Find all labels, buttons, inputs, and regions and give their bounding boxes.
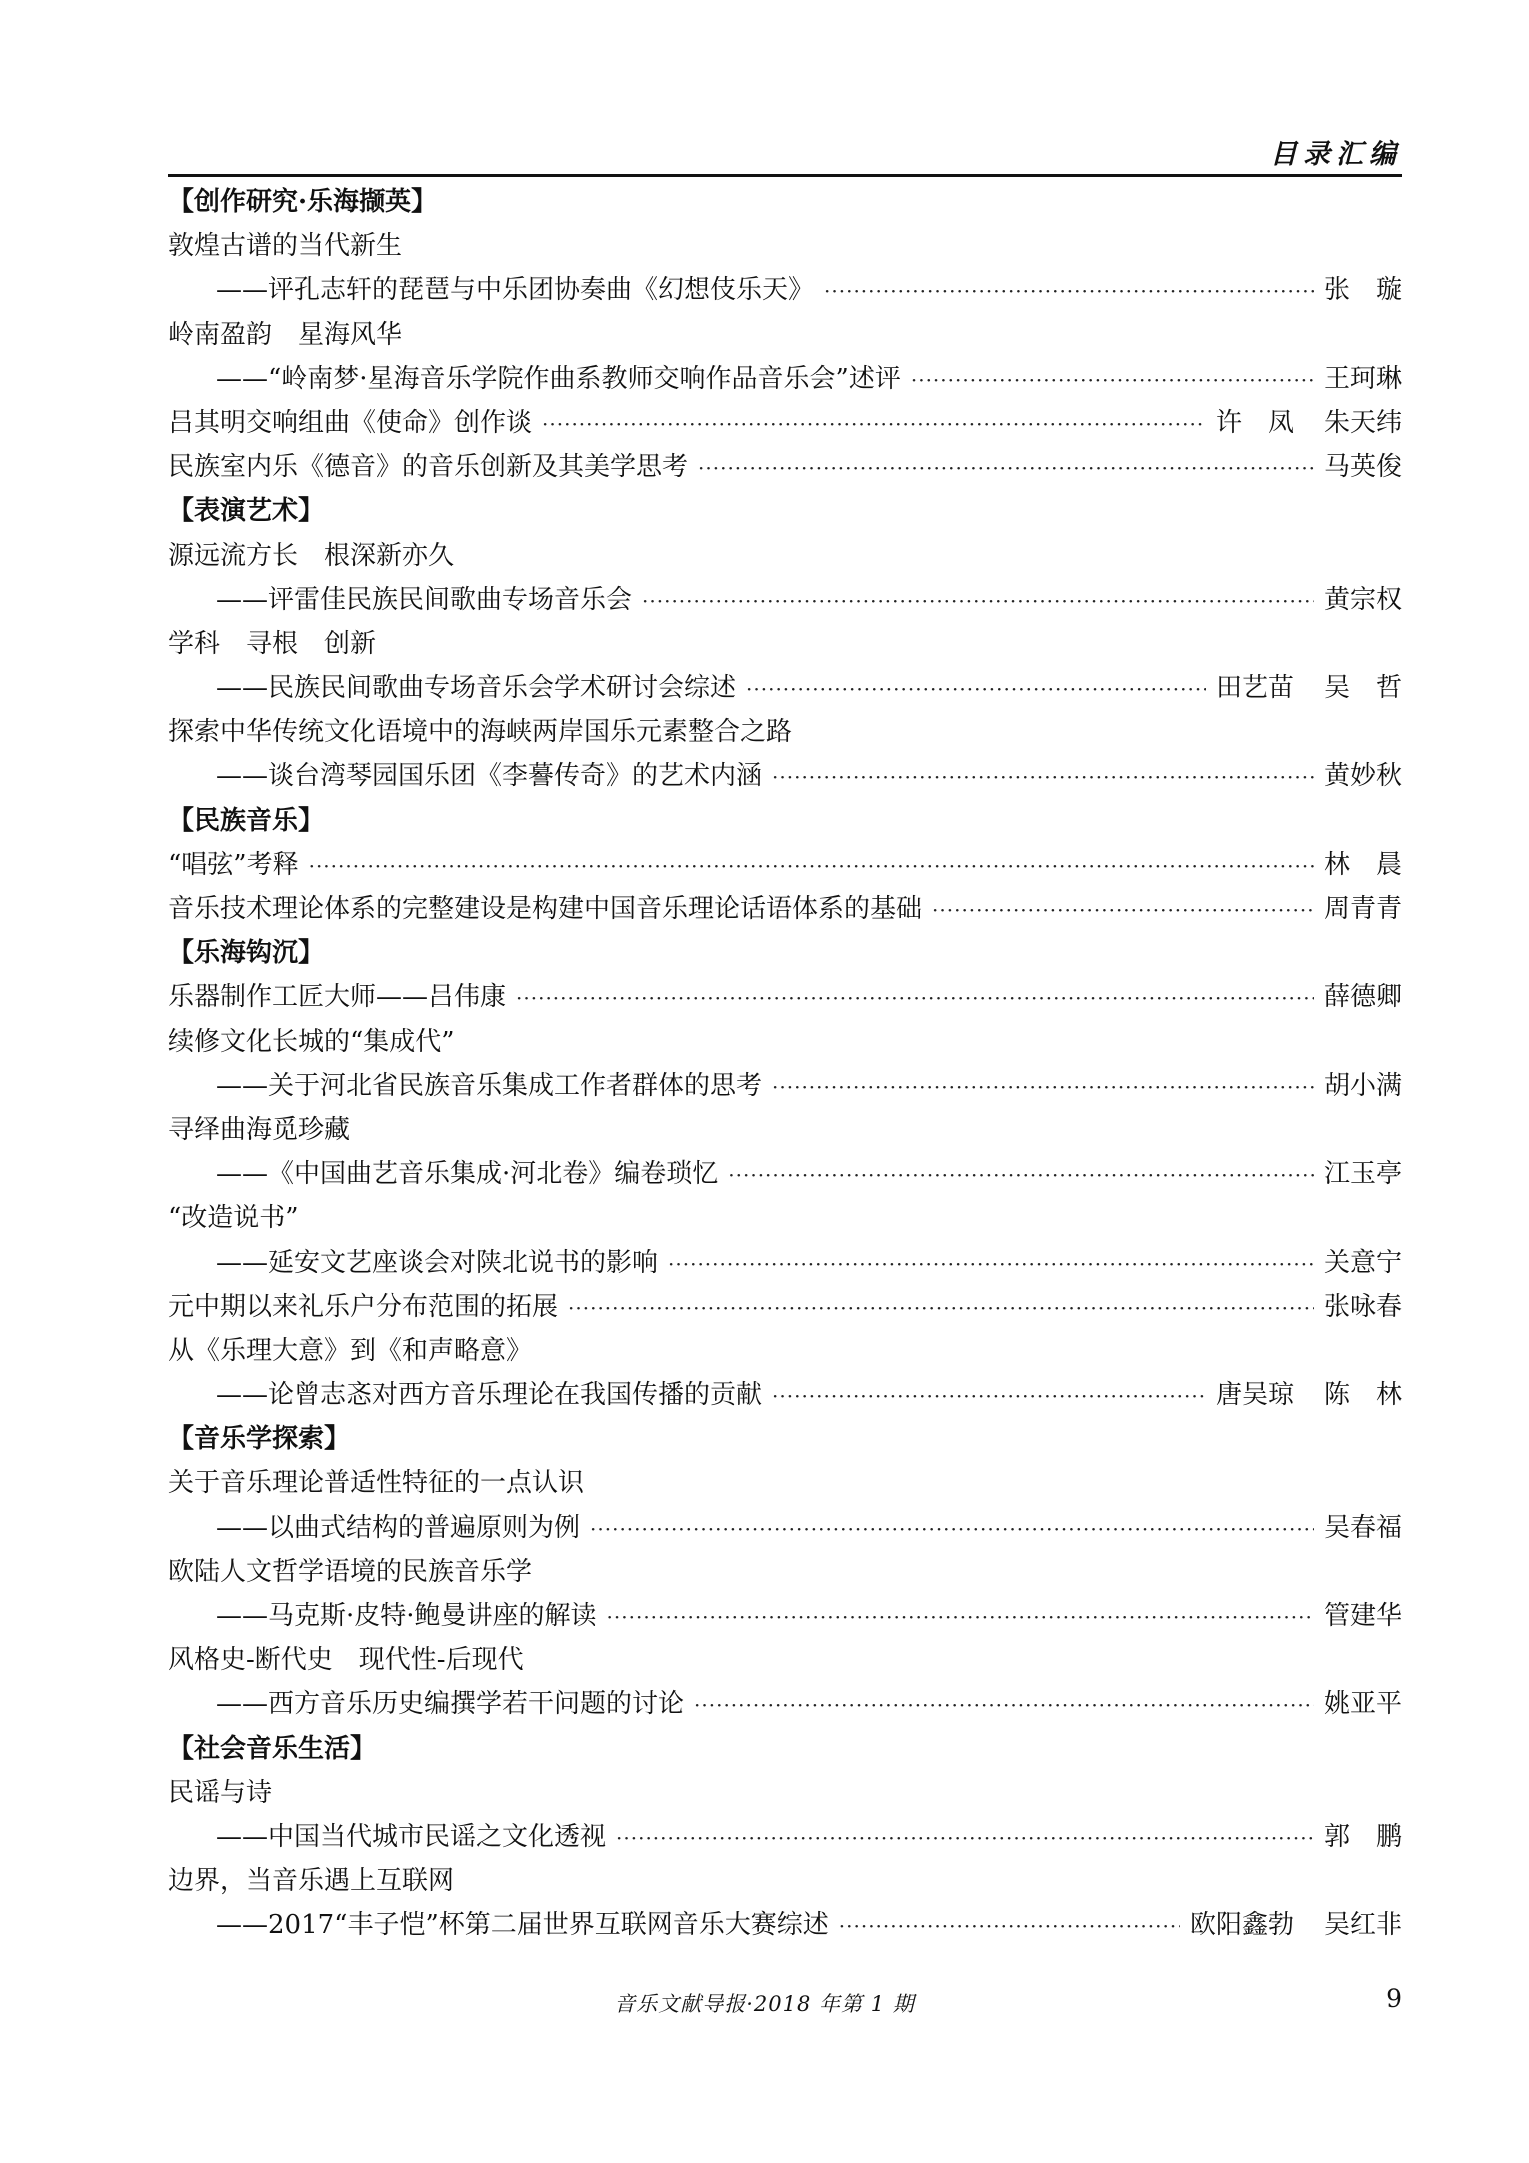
toc-authors [1324,1064,1402,1108]
toc-authors [1324,887,1402,931]
toc-author: 关意宁 [1323,1247,1402,1278]
toc-entry-line [168,268,1402,312]
toc-entry [168,666,1402,710]
toc-entry-subtitle: ——中国当代城市民谣之文化透视 [216,1821,607,1852]
toc-entry-subtitle: ——以曲式结构的普遍原则为例 [216,1512,581,1543]
toc-section-heading: 【表演艺术】 [168,496,325,527]
toc-entry-line [168,445,1402,489]
toc-entry-subtitle: ——“岭南梦·星海音乐学院作曲系教师交响作品音乐会”述评 [216,363,901,394]
toc-entry-line [168,357,1402,401]
toc-entry [168,268,1402,312]
toc-entry-subtitle: ——2017“丰子恺”杯第二届世界互联网音乐大赛综述 [216,1910,829,1941]
toc-leader-dots [616,1816,1314,1860]
toc-entry [168,975,1402,1019]
toc-entry-line [168,1903,1402,1947]
toc-author: 吴 哲 [1323,673,1402,704]
toc-entry-line [168,975,1402,1019]
toc-entry [168,1903,1402,1947]
toc-entry [168,843,1402,887]
toc-entry-line [168,1285,1402,1329]
toc-leader-dots [542,402,1206,446]
toc-section-heading: 【民族音乐】 [168,805,325,836]
footer-journal: 音乐文献导报·2018 年第 1 期 [614,1992,915,2016]
toc-entry-line [168,1815,1402,1859]
toc-entry-title: 乐器制作工匠大师——吕伟康 [168,982,507,1013]
toc-author: 黄宗权 [1323,584,1402,615]
toc-entry [168,1594,1402,1638]
toc-leader-dots [698,446,1314,490]
toc-section-heading: 【创作研究·乐海撷英】 [168,187,438,217]
toc-article-title: 源远流方长 根深新亦久 [168,540,455,571]
toc-author: 王珂琳 [1323,363,1402,394]
toc-article-title: 探索中华传统文化语境中的海峡两岸国乐元素整合之路 [168,717,793,748]
toc-author: 薛德卿 [1323,982,1402,1013]
toc-entry-subtitle: ——马克斯·皮特·鲍曼讲座的解读 [216,1601,597,1631]
toc-article-title: 关于音乐理论普适性特征的一点认识 [168,1468,585,1499]
toc-article-title: 欧陆人文哲学语境的民族音乐学 [168,1556,533,1587]
toc-authors [1216,666,1402,710]
toc-entry [168,1064,1402,1108]
toc-authors [1324,1815,1402,1859]
toc-authors [1324,445,1402,489]
table-of-contents [168,180,1402,1948]
toc-entry-subtitle: ——《中国曲艺音乐集成·河北卷》编卷琐忆 [216,1159,719,1190]
toc-author: 陈 林 [1323,1380,1402,1411]
toc-entry [168,1152,1402,1196]
toc-entry-line [168,1594,1402,1638]
toc-authors [1324,1506,1402,1550]
toc-leader-dots [932,888,1314,932]
toc-entry-line [168,1506,1402,1550]
toc-article-title: 从《乐理大意》到《和声略意》 [168,1335,533,1366]
toc-leader-dots [694,1683,1314,1727]
toc-article-title: 敦煌古谱的当代新生 [168,231,403,262]
toc-article-title: “改造说书” [168,1203,299,1234]
toc-entry-line [168,1241,1402,1285]
toc-article-title: 学科 寻根 创新 [168,628,377,659]
toc-leader-dots [590,1507,1314,1551]
toc-section-heading: 【音乐学探索】 [168,1424,351,1455]
toc-entry-subtitle: ——论曾志忞对西方音乐理论在我国传播的贡献 [216,1380,763,1411]
toc-entry-subtitle: ——民族民间歌曲专场音乐会学术研讨会综述 [216,673,737,704]
toc-author: 田艺苗 [1215,673,1294,704]
toc-leader-dots [772,1374,1206,1418]
toc-leader-dots [607,1595,1314,1639]
toc-author: 江玉亭 [1323,1159,1402,1190]
toc-leader-dots [516,976,1314,1020]
toc-entry-line [168,578,1402,622]
toc-leader-dots [911,358,1314,402]
toc-leader-dots [839,1904,1180,1948]
toc-author: 许 凤 [1215,407,1294,438]
toc-authors [1324,1594,1402,1638]
toc-leader-dots [772,1065,1314,1109]
toc-entry-title: 吕其明交响组曲《使命》创作谈 [168,407,533,438]
toc-authors [1324,1152,1402,1196]
toc-author: 唐吴琼 [1215,1380,1294,1411]
toc-author: 吴春福 [1323,1512,1402,1543]
toc-leader-dots [668,1242,1314,1286]
toc-entry-subtitle: ——谈台湾琴园国乐团《李謩传奇》的艺术内涵 [216,761,763,792]
toc-author: 朱天纬 [1323,407,1402,438]
toc-entry [168,1241,1402,1285]
toc-authors [1324,843,1402,887]
toc-entry [168,887,1402,931]
toc-leader-dots [309,844,1314,888]
running-header-title: 目录汇编 [1270,139,1402,170]
toc-author: 姚亚平 [1323,1689,1402,1720]
toc-entry-subtitle: ——评雷佳民族民间歌曲专场音乐会 [216,584,633,615]
toc-author: 管建华 [1323,1601,1402,1631]
toc-leader-dots [772,755,1314,799]
toc-author: 吴红非 [1323,1910,1402,1941]
toc-article-title: 边界，当音乐遇上互联网 [168,1866,455,1897]
toc-author: 胡小满 [1323,1070,1402,1101]
toc-entry [168,754,1402,798]
toc-entry-subtitle: ——关于河北省民族音乐集成工作者群体的思考 [216,1070,763,1101]
toc-entry [168,357,1402,401]
toc-author: 周青青 [1323,894,1402,924]
toc-entry-line [168,401,1402,445]
toc-author: 张 璇 [1323,275,1402,306]
toc-entry [168,578,1402,622]
toc-author: 张咏春 [1323,1291,1402,1322]
toc-entry-line [168,754,1402,798]
toc-entry-title: 音乐技术理论体系的完整建设是构建中国音乐理论话语体系的基础 [168,894,923,924]
toc-entry-title: 元中期以来礼乐户分布范围的拓展 [168,1291,559,1322]
toc-entry-line [168,1064,1402,1108]
toc-entry [168,1373,1402,1417]
toc-authors [1190,1903,1402,1947]
toc-authors [1324,268,1402,312]
toc-entry [168,1815,1402,1859]
toc-entry-subtitle: ——西方音乐历史编撰学若干问题的讨论 [216,1689,685,1720]
toc-entry-line [168,1373,1402,1417]
toc-entry-title: 民族室内乐《德音》的音乐创新及其美学思考 [168,452,689,483]
toc-entry [168,1506,1402,1550]
toc-authors [1324,578,1402,622]
toc-authors [1324,357,1402,401]
toc-authors [1216,1373,1402,1417]
toc-entry-title: “唱弦”考释 [168,849,299,880]
toc-entry [168,401,1402,445]
toc-leader-dots [824,269,1314,313]
page-number: 9 [1386,1984,1402,2013]
toc-authors [1324,975,1402,1019]
toc-leader-dots [568,1286,1314,1330]
toc-entry-subtitle: ——延安文艺座谈会对陕北说书的影响 [216,1247,659,1278]
toc-author: 林 晨 [1323,849,1402,880]
toc-entry-line [168,843,1402,887]
toc-entry-line [168,666,1402,710]
toc-leader-dots [728,1153,1314,1197]
toc-authors [1216,401,1402,445]
toc-leader-dots [642,579,1314,623]
toc-section-heading: 【社会音乐生活】 [168,1733,377,1764]
toc-entry-line [168,1682,1402,1726]
toc-entry-subtitle: ——评孔志轩的琵琶与中乐团协奏曲《幻想伎乐天》 [216,275,815,306]
toc-authors [1324,1682,1402,1726]
toc-entry [168,1285,1402,1329]
toc-article-title: 寻绎曲海觅珍藏 [168,1114,351,1145]
toc-authors [1324,754,1402,798]
toc-entry [168,445,1402,489]
running-header [168,138,1402,177]
toc-author: 马英俊 [1323,452,1402,483]
toc-leader-dots [746,667,1206,711]
toc-author: 欧阳鑫勃 [1189,1910,1294,1941]
toc-authors [1324,1241,1402,1285]
toc-section-heading: 【乐海钩沉】 [168,938,325,969]
toc-entry [168,1682,1402,1726]
toc-author: 黄妙秋 [1323,761,1402,792]
toc-entry-line [168,1152,1402,1196]
toc-author: 郭 鹏 [1323,1821,1402,1852]
toc-article-title: 风格史-断代史 现代性-后现代 [168,1645,524,1676]
toc-article-title: 岭南盈韵 星海风华 [168,319,403,350]
toc-article-title: 民谣与诗 [168,1777,273,1808]
toc-authors [1324,1285,1402,1329]
toc-article-title: 续修文化长城的“集成代” [168,1026,455,1057]
toc-entry-line [168,887,1402,931]
